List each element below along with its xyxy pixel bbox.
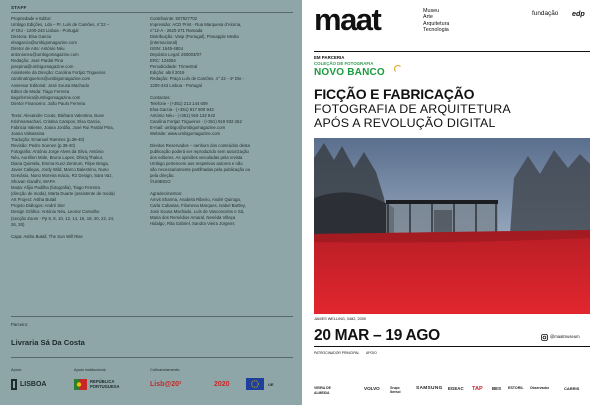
support-label: APOIO bbox=[366, 351, 377, 355]
fundacao-label: fundação bbox=[532, 10, 559, 17]
staff-line: Diretor de Arte: António Néu bbox=[11, 46, 65, 52]
staff-line: tiagoferreira@umbigomagazine.com bbox=[11, 94, 81, 100]
staff-line: Capa: Astha Butail, The Sun Will Rise bbox=[11, 233, 83, 239]
lisboa-logo-text: LISBOA bbox=[20, 381, 47, 388]
partner-logo: VIEIRA DE ALMEIDA bbox=[314, 386, 331, 395]
maat-advert-page bbox=[302, 0, 600, 405]
partner-logo: VOLVO bbox=[364, 386, 380, 391]
republica-flag-logo bbox=[74, 378, 88, 392]
exhibition-photo bbox=[314, 138, 590, 314]
photo-caption: JAMES WELLING, 0482, 2009 bbox=[314, 317, 366, 321]
staff-line: Direitos Reservados – nenhum dos conteúdos desta bbox=[150, 142, 250, 148]
instagram-icon bbox=[541, 334, 548, 341]
staff-line: 26, 28) bbox=[11, 221, 25, 227]
staff-line: 4º Dto - 1200-243 Lisboa - Portugal bbox=[11, 28, 79, 34]
staff-line: Redação: Praça Luís de Camões, n° 22 - 4º Dto - bbox=[150, 76, 245, 82]
staff-line: António Néu - (+351) 919 132 842 bbox=[150, 112, 216, 118]
main-sponsor-label: PATROCINADOR PRINCIPAL bbox=[314, 351, 360, 355]
staff-line: Distribuição: Vasp (Portugal), Pineapple Media bbox=[150, 34, 239, 40]
staff-heading: STAFF bbox=[11, 5, 27, 10]
instagram-handle: @maatmuseum bbox=[550, 334, 580, 339]
staff-column-left bbox=[11, 16, 145, 240]
staff-line: Assessor Editorial: José Sousa Machado bbox=[11, 82, 90, 88]
staff-line: Diretora: Elsa Garcia bbox=[11, 34, 51, 40]
divider bbox=[11, 357, 293, 358]
staff-line: (internacional) bbox=[150, 40, 178, 46]
novo-banco-mark-icon bbox=[394, 65, 402, 73]
staff-line: Krishnamachari, Cristina Campos, Elsa Garcia, bbox=[11, 118, 101, 124]
portugal2020-logo: 2020 bbox=[214, 381, 230, 388]
staff-line: Néu, Aurélien Mole, Bruno Lopes, Dhiraj Thakur, bbox=[11, 155, 104, 161]
staff-line: Elsa Garcia - (+351) 917 800 943 bbox=[150, 106, 214, 112]
staff-line: antonioneu@umbigomagazine.com bbox=[11, 52, 79, 58]
partner-logo: Grupo Ibersol bbox=[390, 386, 401, 394]
partner-logo: ESTORIL bbox=[508, 386, 524, 390]
staff-line: Joana Valsassina bbox=[11, 130, 45, 136]
staff-line: dos editores. As opiniões veiculadas pela revista bbox=[150, 154, 243, 160]
staff-line: Shovan Gandhi, WAPA bbox=[11, 179, 56, 185]
staff-column-right bbox=[150, 16, 294, 228]
exhibition-title: FICÇÃO E FABRICAÇÃO bbox=[314, 86, 475, 102]
staff-line: Javier Callejas, Jordy Wild, Marco Balestrino, Nuno bbox=[11, 167, 109, 173]
support-label: Apoio: bbox=[11, 367, 23, 372]
staff-line: Texto: Alexandre Couto, Bárbara Valentina, Bose bbox=[11, 112, 105, 118]
edp-logo: edp bbox=[572, 9, 585, 18]
staff-line: Assistente da Direção: Carolina Fortjaz Trigueiros bbox=[11, 70, 106, 76]
staff-line: Projeto Diálogos: André Sier bbox=[11, 203, 65, 209]
staff-line: Gervásio, Nuno Moreira Inácio, R2 Design, Sara Vaz, bbox=[11, 173, 113, 179]
exhibition-subtitle-line1: FOTOGRAFIA DE ARQUITETURA bbox=[314, 102, 511, 116]
staff-line: são necessariamente partilhadas pela publicação ou bbox=[150, 167, 251, 173]
staff-line: Contactos: bbox=[150, 94, 171, 100]
staff-line: José Sousa Machado, Luís de Vasconcelos e Sá, bbox=[150, 209, 245, 215]
divider bbox=[314, 51, 590, 52]
staff-line: (direção de moda), Marta Duarte (assistente de moda) bbox=[11, 191, 115, 197]
partner-logo: Observador bbox=[530, 386, 550, 390]
divider bbox=[11, 316, 293, 317]
staff-line: publicação poderá ser reproduzido sem autorização bbox=[150, 148, 249, 154]
novo-banco-logo: NOVO BANCO bbox=[314, 67, 385, 78]
staff-line: Maria dos Remédios Amaral, Nenèda Villaça bbox=[150, 215, 236, 221]
staff-line: Diana Quintela, Emma Kunz Zentrum, Filipe Braga, bbox=[11, 161, 109, 167]
staff-line: Propriedade e Editor: bbox=[11, 16, 52, 21]
partnership-label: EM PARCERIA bbox=[314, 55, 345, 60]
staff-line: n°12-A - 2620-271 Ramada bbox=[150, 28, 203, 34]
institutional-support-label: Apoio institucional: bbox=[74, 367, 107, 372]
staff-line: Art Project: Astha Butail bbox=[11, 197, 57, 203]
partner-label: Parceiro: bbox=[11, 322, 29, 327]
staff-line: Edição: abril 2019 bbox=[150, 70, 185, 76]
staff-line: Carolina Fortjaz Trigueiros - (+351) 919 932 262 bbox=[150, 118, 242, 124]
staff-line: ©UMBIGO bbox=[150, 179, 171, 185]
staff-line: Revisão: Pedro Soenen (p.38-40) bbox=[11, 142, 76, 148]
eu-flag-icon bbox=[246, 378, 264, 391]
staff-line: Fabricia Valente, Joana Jordão, José Rui Pardal Pina, bbox=[11, 124, 114, 130]
staff-line: E-mail: umbigo@umbigomagazine.com bbox=[150, 124, 226, 130]
staff-line: Depósito Legal: 260003/07 bbox=[150, 52, 202, 58]
maat-subtitle: Museu Arte Arquitetura Tecnologia bbox=[423, 8, 450, 33]
collection-label: COLEÇÃO DE FOTOGRAFIA bbox=[314, 61, 374, 66]
partner-logo: EGEAC bbox=[448, 386, 464, 391]
lisboa2020-logo: Lisb@20² bbox=[150, 381, 182, 388]
staff-line: Contribuinte: 507927702 bbox=[150, 16, 198, 21]
divider bbox=[314, 346, 590, 347]
exhibition-subtitle-line2: APÓS A REVOLUÇÃO DIGITAL bbox=[314, 116, 496, 130]
partner-name: Livraria Sá Da Costa bbox=[11, 338, 85, 347]
partner-logo: CARRIS bbox=[564, 386, 580, 391]
staff-line: josepina@umbigomagazine.com bbox=[11, 64, 74, 70]
cofinancing-label: Cofinanciamento: bbox=[150, 367, 181, 372]
staff-line: ISSN: 1645-4804 bbox=[150, 46, 183, 52]
staff-line: Moda: Afijio Padilha (fotografia), Tiago Ferreira bbox=[11, 185, 100, 191]
staff-line: Telefone - (+351) 213 144 609 bbox=[150, 100, 208, 106]
staff-line: Editor de Moda: Tiago Ferreira bbox=[11, 88, 70, 94]
staff-line: Design Gráfico: António Néu, Leonor Carvalho bbox=[11, 209, 100, 215]
staff-line: Hidalgo, Rita Gabriel, Sandra Vieira Jürgens bbox=[150, 221, 235, 227]
staff-line: Amvit Sharma, Anabela Ribeiro, André Quiroga, bbox=[150, 197, 241, 203]
partner-logo: BES bbox=[492, 386, 502, 391]
staff-line: (secção Zoom - Pp 6, 8, 10, 12, 14, 16, 18, 20, 22, 24, bbox=[11, 215, 115, 221]
staff-line: Agradecimentos: bbox=[150, 191, 183, 197]
staff-line: Diretor Financeiro: João Paulo Ferreira bbox=[11, 100, 86, 106]
staff-line: elsagarcia@umbigomagazine.com bbox=[11, 40, 77, 46]
staff-line: Periodicidade: Trimestral bbox=[150, 64, 198, 70]
maat-logo: maat bbox=[314, 2, 381, 37]
staff-line: Umbigo Edições, Lda – Pr. Luís de Camões, n°22 – bbox=[11, 22, 110, 28]
staff-line: Carla Cabanas, Filomena Marques, Isabel Bartley, bbox=[150, 203, 246, 209]
staff-line: Impressão: ACD Print - Rua Marquesa d'Alorna, bbox=[150, 22, 242, 28]
eu-logo-text: UE bbox=[268, 382, 274, 387]
staff-line: carolinatrigueiros@umbigomagazine.com bbox=[11, 76, 91, 82]
staff-line: Tradução: Emanuel Ramires (p.38-40) bbox=[11, 136, 85, 142]
staff-line: Fotografia: António Jorge Alves da Silva, António bbox=[11, 148, 104, 154]
staff-line: ERC: 124054 bbox=[150, 58, 176, 64]
divider bbox=[11, 12, 293, 13]
exhibition-dates: 20 MAR – 19 AGO bbox=[314, 327, 440, 344]
staff-line: 1200-243 Lisboa - Portugal bbox=[150, 82, 202, 88]
republica-logo-text: REPÚBLICA PORTUGUESA bbox=[90, 379, 120, 389]
staff-line: Redação: José Pardal Pina bbox=[11, 58, 64, 64]
staff-line: pela direção. bbox=[150, 173, 175, 179]
staff-line: Website: www.umbigomagazine.com bbox=[150, 130, 221, 136]
partner-logo: SAMSUNG bbox=[416, 386, 443, 391]
staff-line: Umbigo pertencem aos respetivos autores e não bbox=[150, 161, 243, 167]
partner-logo: TAP bbox=[472, 386, 483, 392]
